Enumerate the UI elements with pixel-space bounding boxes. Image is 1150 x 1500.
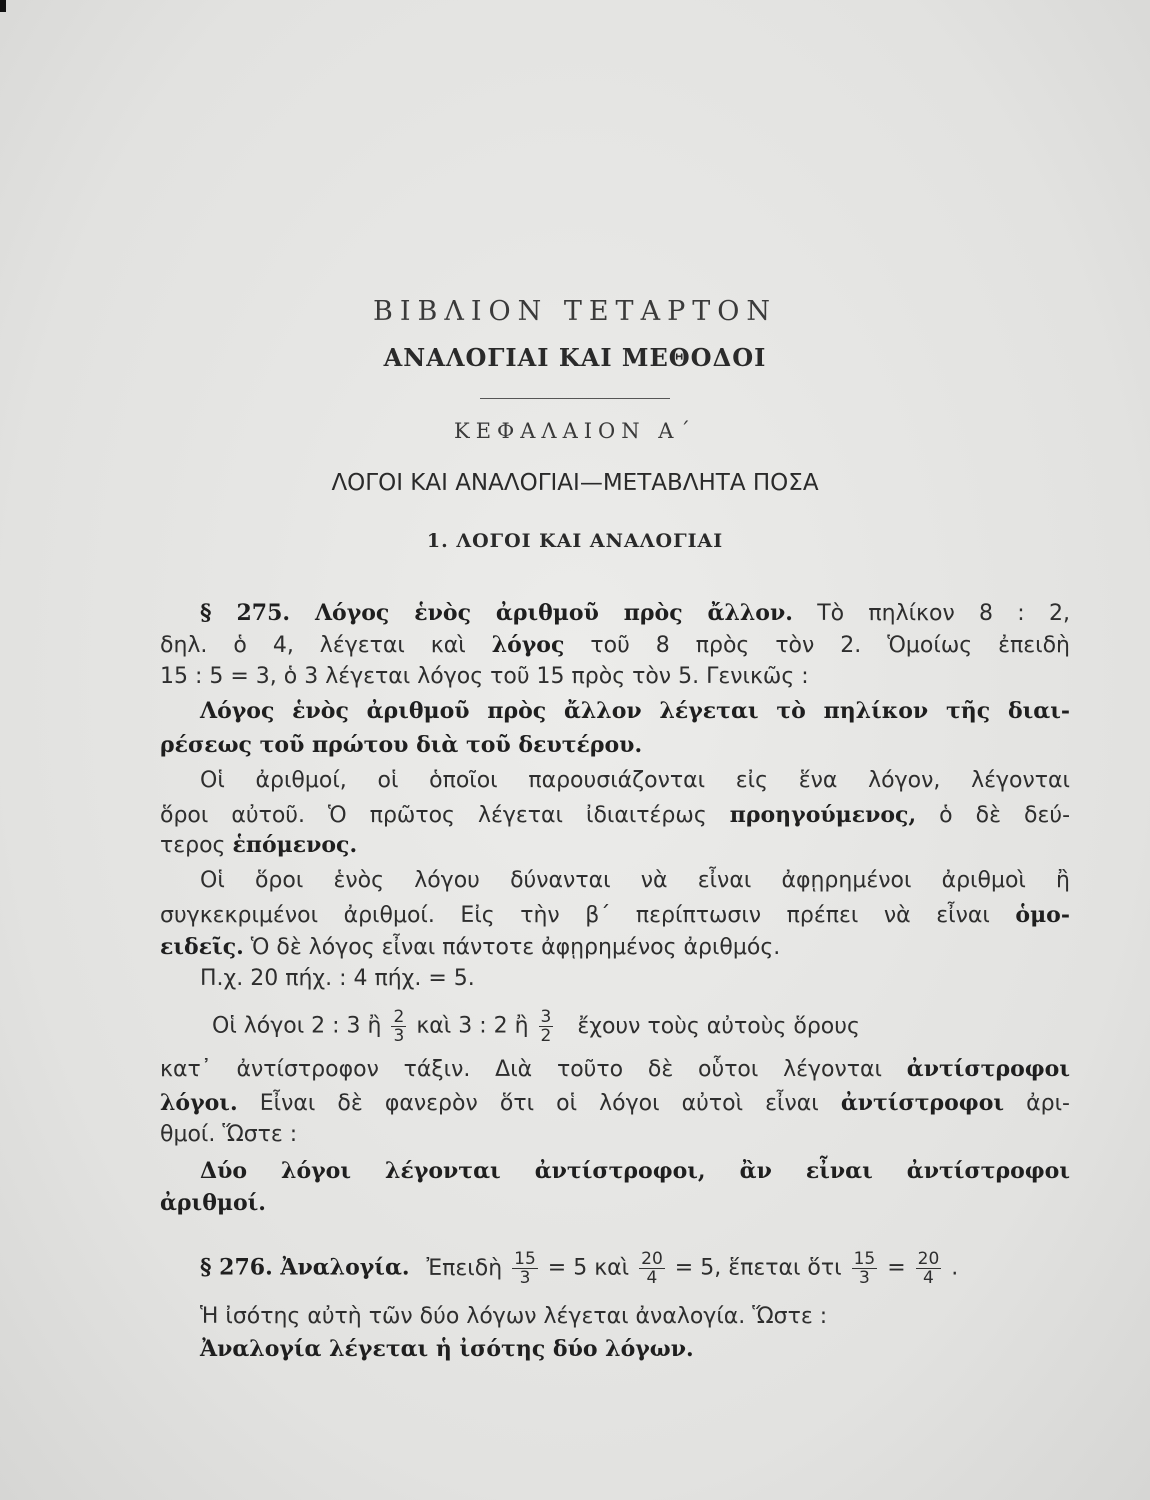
- term-antecedent: προηγούμενος,: [729, 802, 917, 828]
- text-run: .: [951, 1255, 959, 1281]
- term-logos: λόγος: [491, 632, 565, 658]
- chapter-title: ΛΟΓΟΙ ΚΑΙ ΑΝΑΛΟΓΙΑΙ—ΜΕΤΑΒΛΗΤΑ ΠΟΣΑ: [331, 470, 819, 496]
- term-homogeneous-end: ειδεῖς.: [160, 934, 244, 960]
- inverse-line-2: [160, 1052, 1070, 1087]
- book-subtitle: ΑΝΑΛΟΓΙΑΙ ΚΑΙ ΜΕΘΟΔΟΙ: [383, 343, 767, 372]
- section-275-heading: § 275. Λόγος ἑνὸς ἀριθμοῦ πρὸς ἄλλον.: [200, 600, 793, 626]
- text-run: ἀρι-: [1026, 1091, 1070, 1116]
- text-run: = 5 καὶ: [547, 1255, 630, 1281]
- text-run: ἔχουν τοὺς αὐτοὺς ὅρους: [577, 1013, 860, 1039]
- definition-inverse-line-2: ἀριθμοί.: [160, 1190, 266, 1216]
- text-run: συγκεκριμένοι ἀριθμοί. Εἰς τὴν β΄ περίπτωσιν πρέπει νὰ εἶναι: [160, 903, 990, 928]
- example-line: Π.χ. 20 πήχ. : 4 πήχ. = 5.: [200, 966, 475, 991]
- text-run: Εἶναι δὲ φανερὸν ὅτι οἱ λόγοι αὐτοὶ εἶναι: [259, 1091, 819, 1116]
- chapter-label: ΚΕΦΑΛΑΙΟΝ Α΄: [454, 419, 696, 443]
- terms-line-1: Οἱ ἀριθμοί, οἱ ὁποῖοι παρουσιάζονται εἰς ἕνα λόγον, λέγονται: [200, 768, 1070, 793]
- text-run: τοῦ 8 πρὸς τὸν 2. Ὁμοίως ἐπειδὴ: [590, 633, 1071, 658]
- fraction-3-2: [539, 1008, 554, 1045]
- fraction-denominator: 3: [519, 1268, 531, 1288]
- fraction-15-3-b: [852, 1250, 878, 1287]
- section-276-heading: § 276. Ἀναλογία.: [200, 1254, 410, 1281]
- paragraph-275-line-2: [160, 628, 1070, 663]
- definition-ratio-line-2: ρέσεως τοῦ πρώτου διὰ τοῦ δευτέρου.: [160, 732, 643, 758]
- fraction-20-4-b: [916, 1250, 942, 1287]
- text-run: Ἐπειδὴ: [426, 1255, 503, 1281]
- fraction-numerator: 15: [853, 1249, 876, 1269]
- term-inverse-numbers: ἀντίστροφοι: [840, 1090, 1005, 1116]
- paragraph-275-line-1: [200, 596, 1070, 631]
- scan-corner-mark: [0, 0, 6, 12]
- text-run: Ὁ δὲ λόγος εἶναι πάντοτε ἀφῃρημένος ἀριθμός.: [250, 935, 781, 960]
- kinds-line-1: Οἱ ὅροι ἑνὸς λόγου δύνανται νὰ εἶναι ἀφῃρημένοι ἀριθμοὶ ἢ: [200, 868, 1070, 893]
- terms-line-3: [160, 828, 1070, 863]
- fraction-numerator: 2: [393, 1007, 405, 1027]
- text-run: τερος: [160, 833, 226, 858]
- paragraph-276-line-1: [200, 1250, 1070, 1287]
- text-run: καὶ 3 : 2 ἢ: [416, 1013, 529, 1039]
- kinds-line-2: [160, 898, 1070, 933]
- term-consequent: ἑπόμενος.: [232, 832, 358, 858]
- divider-rule: [480, 398, 670, 399]
- fraction-numerator: 3: [540, 1007, 552, 1027]
- fraction-15-3: [512, 1250, 538, 1287]
- text-run: ὅροι αὐτοῦ. Ὁ πρῶτος λέγεται ἰδιαιτέρως: [160, 803, 707, 828]
- book-title: ΒΙΒΛΙΟΝ ΤΕΤΑΡΤΟΝ: [372, 296, 778, 327]
- paragraph-276-line-2: Ἡ ἰσότης αὐτὴ τῶν δύο λόγων λέγεται ἀναλογία. Ὥστε :: [200, 1304, 828, 1329]
- section-title: 1. ΛΟΓΟΙ ΚΑΙ ΑΝΑΛΟΓΙΑΙ: [426, 530, 724, 552]
- fraction-denominator: 4: [923, 1268, 934, 1288]
- paragraph-275-line-3: 15 : 5 = 3, ὁ 3 λέγεται λόγος τοῦ 15 πρὸς τὸν 5. Γενικῶς :: [160, 664, 809, 689]
- fraction-numerator: 20: [641, 1249, 663, 1269]
- fraction-numerator: 15: [514, 1249, 536, 1269]
- definition-ratio-line-1: Λόγος ἑνὸς ἀριθμοῦ πρὸς ἄλλον λέγεται τὸ πηλίκον τῆς διαι-: [200, 698, 1070, 724]
- term-homogeneous-part: ὁμο-: [1015, 902, 1070, 928]
- inverse-line-4: θμοί. Ὥστε :: [160, 1122, 298, 1147]
- fraction-20-4: [639, 1250, 665, 1287]
- inverse-line-1: [212, 1008, 1070, 1045]
- text-run: = 5, ἕπεται ὅτι: [674, 1255, 842, 1281]
- fraction-denominator: 3: [393, 1026, 405, 1046]
- kinds-line-3: [160, 930, 1070, 965]
- text-run: ὁ δὲ δεύ-: [939, 803, 1071, 828]
- text-run: δηλ. ὁ 4, λέγεται καὶ: [160, 633, 466, 658]
- text-run: Οἱ λόγοι 2 : 3 ἢ: [212, 1013, 382, 1039]
- text-run: Τὸ πηλίκον 8 : 2,: [817, 601, 1070, 626]
- inverse-line-3: [160, 1086, 1070, 1121]
- fraction-numerator: 20: [917, 1249, 940, 1269]
- fraction-2-3: [391, 1008, 406, 1045]
- fraction-denominator: 2: [540, 1026, 552, 1046]
- text-run: κατ᾿ ἀντίστροφον τάξιν. Διὰ τοῦτο δὲ οὗτοι λέγονται: [160, 1057, 882, 1082]
- fraction-denominator: 4: [646, 1268, 658, 1288]
- text-run: =: [887, 1255, 906, 1281]
- fraction-denominator: 3: [858, 1268, 870, 1288]
- term-inverse: ἀντίστροφοι: [906, 1056, 1070, 1082]
- definition-proportion: Ἀναλογία λέγεται ἡ ἰσότης δύο λόγων.: [200, 1336, 694, 1362]
- definition-inverse-line-1: Δύο λόγοι λέγονται ἀντίστροφοι, ἂν εἶναι ἀντίστροφοι: [200, 1158, 1070, 1184]
- term-ratios: λόγοι.: [160, 1090, 238, 1116]
